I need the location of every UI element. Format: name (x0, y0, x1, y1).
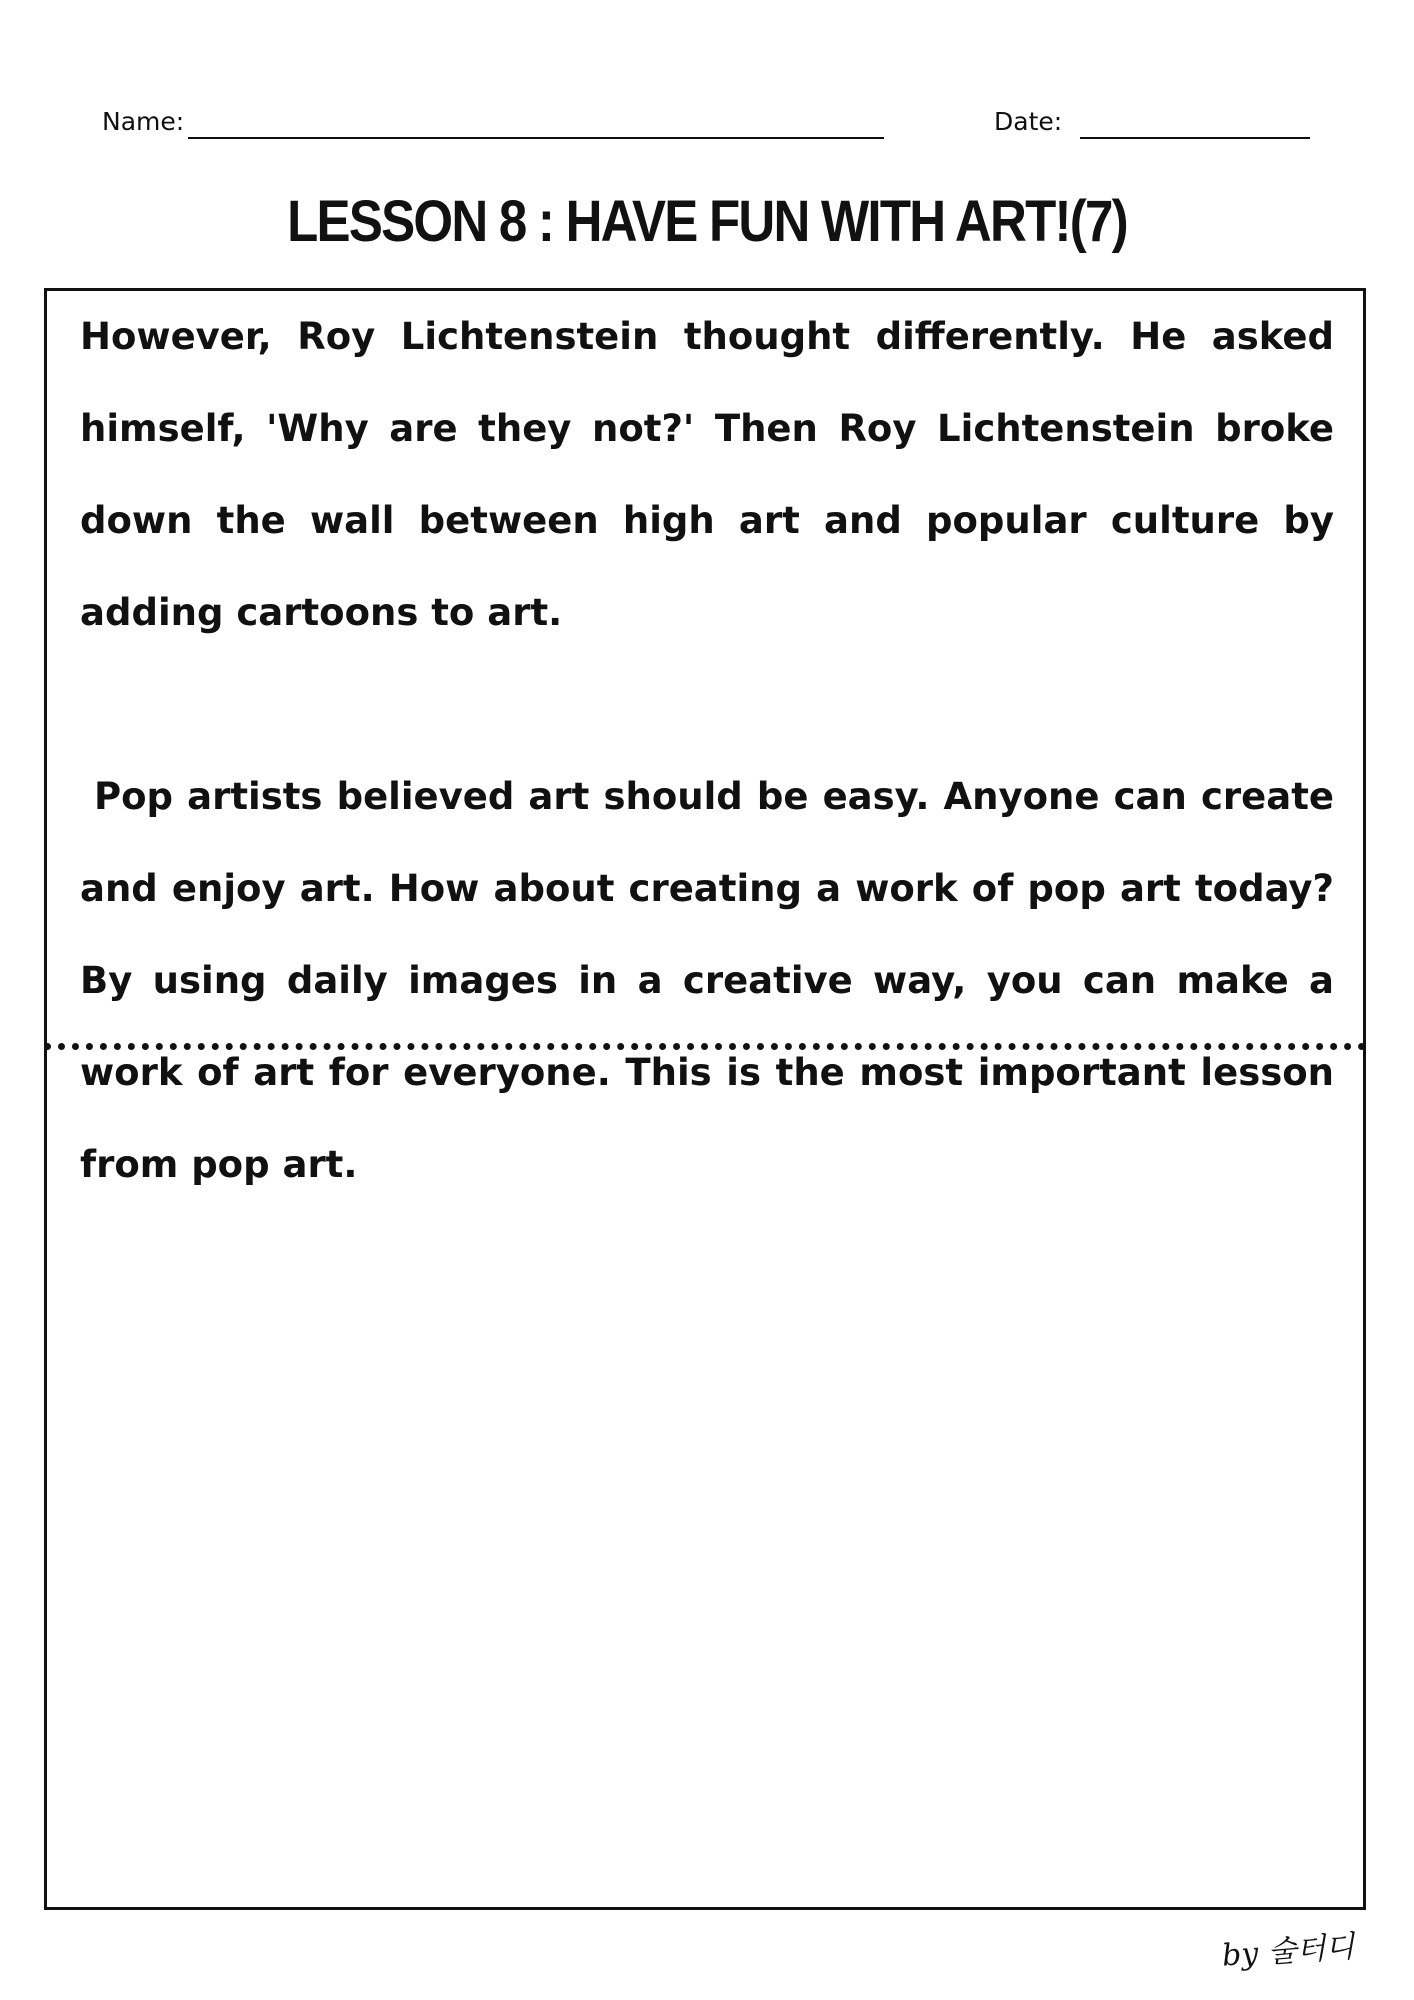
reading-box (44, 288, 1366, 1910)
name-label: Name: (102, 107, 185, 136)
writing-area[interactable] (47, 1051, 1363, 1907)
author-credit: by 술터디 (1220, 1929, 1356, 1974)
lesson-title: LESSON 8 : HAVE FUN WITH ART!(7) (287, 189, 1127, 254)
passage-paragraph-2: Pop artists believed art should be easy. Anyone can create and enjoy art. How about creating a work of pop art today? By using daily images in a creative way, you can make a work of art for everyone. This is the most important lesson from pop art. (80, 775, 1334, 1186)
worksheet-header (0, 104, 1414, 144)
passage-paragraph-1: However, Roy Lichtenstein thought differently. He asked himself, 'Why are they not?' Then Roy Lichtenstein broke down the wall between high art and popular culture by adding cartoons to art. (80, 315, 1334, 634)
dotted-divider (44, 1043, 1366, 1050)
name-blank-line[interactable] (188, 137, 884, 139)
date-label: Date: (994, 107, 1063, 136)
date-blank-line[interactable] (1080, 137, 1310, 139)
